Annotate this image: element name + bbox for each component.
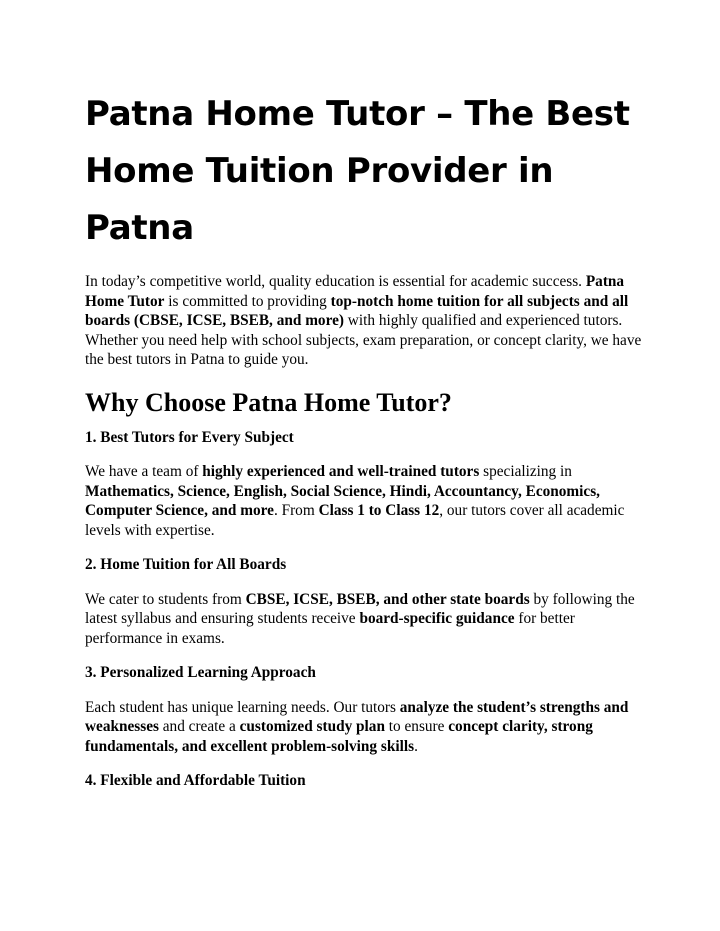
- intro-text-1: In today’s competitive world, quality education is essential for academic success.: [85, 273, 586, 290]
- intro-paragraph: [85, 272, 645, 370]
- section-3-bold-3: concept clarity, strong fundamentals, and excellent problem-solving skills: [85, 718, 593, 755]
- document-page: [85, 86, 645, 806]
- section-2-text-3: for better performance in exams.: [85, 610, 575, 647]
- section-2-paragraph: [85, 590, 645, 649]
- section-3-text-2: and create a: [158, 718, 240, 735]
- intro-bold-2: top-notch home tuition for all subjects and all boards (CBSE, ICSE, BSEB, and more): [85, 292, 629, 329]
- section-4-heading: 4. Flexible and Affordable Tuition: [85, 772, 306, 789]
- section-1-paragraph: [85, 462, 645, 540]
- intro-text-2: is committed to providing: [164, 292, 331, 310]
- section-1-heading: 1. Best Tutors for Every Subject: [85, 428, 294, 446]
- section-1-bold-1: highly experienced and well-trained tutors: [202, 463, 480, 480]
- section-1-text-1: We have a team of: [85, 463, 203, 480]
- section-1-bold-2: Mathematics, Science, English, Social Science, Hindi, Accountancy, Economics, Computer Science, and more: [85, 482, 600, 519]
- section-2-heading: 2. Home Tuition for All Boards: [85, 556, 287, 573]
- intro-bold-1: Patna Home Tutor: [85, 273, 625, 310]
- section-2-text-2: by following the latest syllabus and ensuring students receive: [85, 590, 635, 627]
- section-2-bold-1: CBSE, ICSE, BSEB, and other state boards: [245, 590, 530, 608]
- why-choose-heading: Why Choose Patna Home Tutor?: [85, 387, 452, 417]
- intro-text-3: with highly qualified and experienced tutors. Whether you need help with school subjects, exam preparation, or concept clarity, we have the best tutors in Patna to guide you.: [85, 312, 642, 368]
- section-2-text-1: We cater to students from: [85, 590, 246, 608]
- section-3-text-4: .: [414, 737, 418, 755]
- section-3-text-1: Each student has unique learning needs. Our tutors: [85, 698, 400, 716]
- page-title: Patna Home Tutor – The Best Home Tuition Provider in Patna: [85, 94, 630, 248]
- section-3-bold-1: analyze the student’s strengths and weaknesses: [85, 698, 629, 735]
- section-2-bold-2: board-specific guidance: [359, 610, 515, 627]
- section-1-bold-3: Class 1 to Class 12: [318, 502, 440, 519]
- section-3-bold-2: customized study plan: [239, 718, 385, 735]
- section-1-text-2: specializing in: [479, 463, 572, 480]
- section-3-text-3: to ensure: [384, 718, 449, 735]
- section-3-heading: 3. Personalized Learning Approach: [85, 664, 316, 681]
- section-3-paragraph: [85, 698, 645, 757]
- section-1-text-3: . From: [273, 502, 319, 519]
- section-1-text-4: , our tutors cover all academic levels with expertise.: [85, 502, 625, 539]
